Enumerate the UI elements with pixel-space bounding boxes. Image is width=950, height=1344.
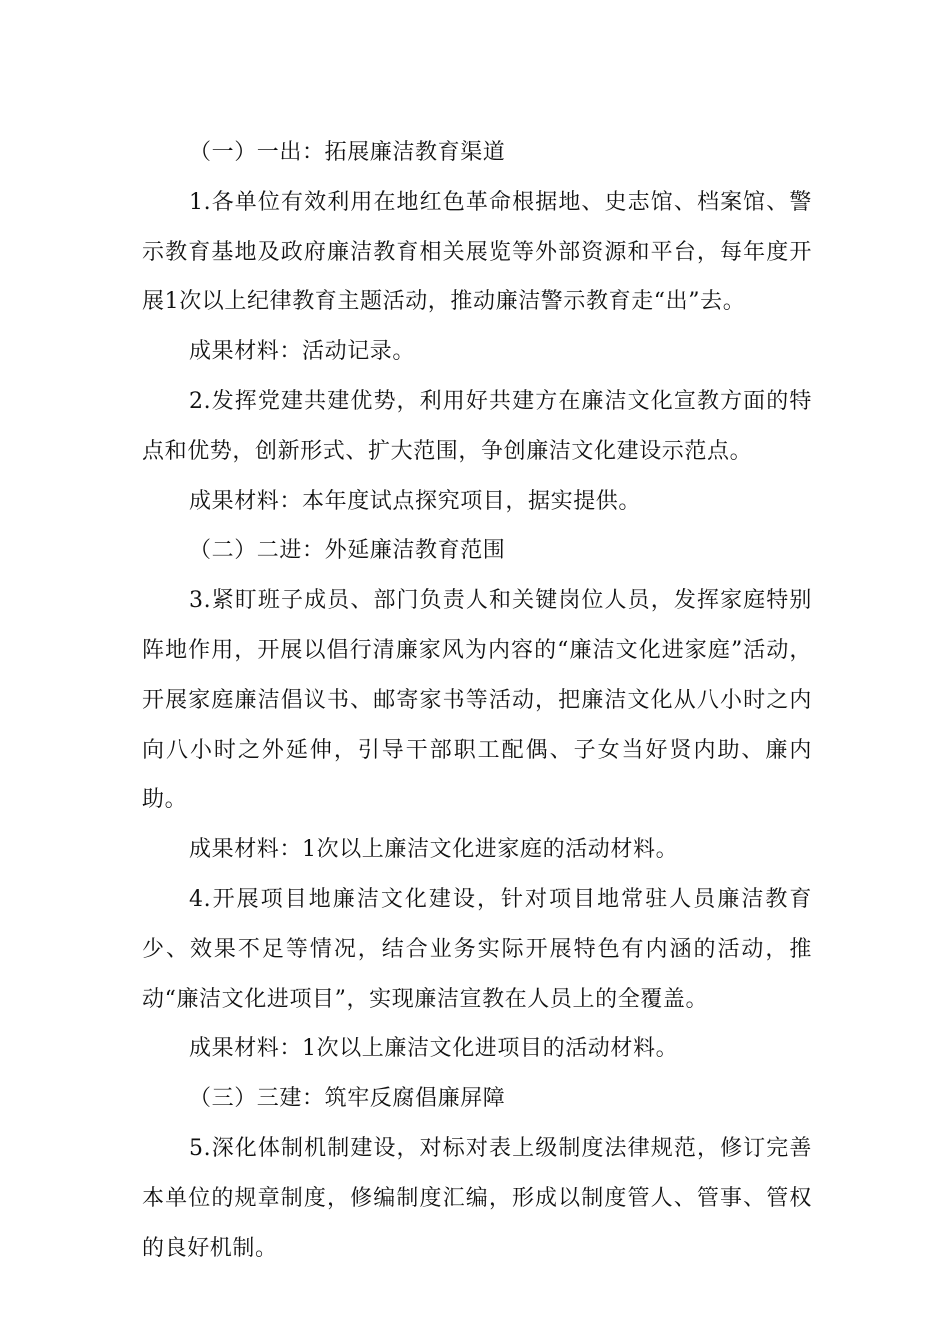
section-heading-2: （二）二进：外延廉洁教育范围: [189, 538, 506, 564]
item-paragraph-4: 4.开展项目地廉洁文化建设，针对项目地常驻人员廉洁教育少、效果不足等情况，结合业务实际开展特色有内涵的活动，推动“廉洁文化进项目”，实现廉洁宣教在人员上的全覆盖。: [142, 886, 812, 1012]
result-materials-3: 成果材料：1次以上廉洁文化进家庭的活动材料。: [189, 837, 679, 863]
result-materials-1: 成果材料：活动记录。: [189, 339, 416, 365]
document-body: [142, 128, 812, 1273]
result-materials-4: 成果材料：1次以上廉洁文化进项目的活动材料。: [189, 1036, 679, 1062]
item-paragraph-3: 3.紧盯班子成员、部门负责人和关键岗位人员，发挥家庭特别阵地作用，开展以倡行清廉家风为内容的“廉洁文化进家庭”活动，开展家庭廉洁倡议书、邮寄家书等活动，把廉洁文化从八小时之内向八小时之外延伸，引导干部职工配偶、子女当好贤内助、廉内助。: [142, 588, 812, 813]
item-paragraph-2: 2.发挥党建共建优势，利用好共建方在廉洁文化宣教方面的特点和优势，创新形式、扩大范围，争创廉洁文化建设示范点。: [142, 388, 812, 464]
section-heading-3: （三）三建：筑牢反腐倡廉屏障: [189, 1086, 506, 1112]
result-materials-2: 成果材料：本年度试点探究项目，据实提供。: [189, 488, 642, 514]
item-paragraph-1: 1.各单位有效利用在地红色革命根据地、史志馆、档案馆、警示教育基地及政府廉洁教育相关展览等外部资源和平台，每年度开展1次以上纪律教育主题活动，推动廉洁警示教育走“出”去。: [142, 189, 812, 315]
section-heading-1: （一）一出：拓展廉洁教育渠道: [189, 140, 506, 165]
item-paragraph-5: 5.深化体制机制建设，对标对表上级制度法律规范，修订完善本单位的规章制度，修编制度汇编，形成以制度管人、管事、管权的良好机制。: [142, 1135, 812, 1261]
